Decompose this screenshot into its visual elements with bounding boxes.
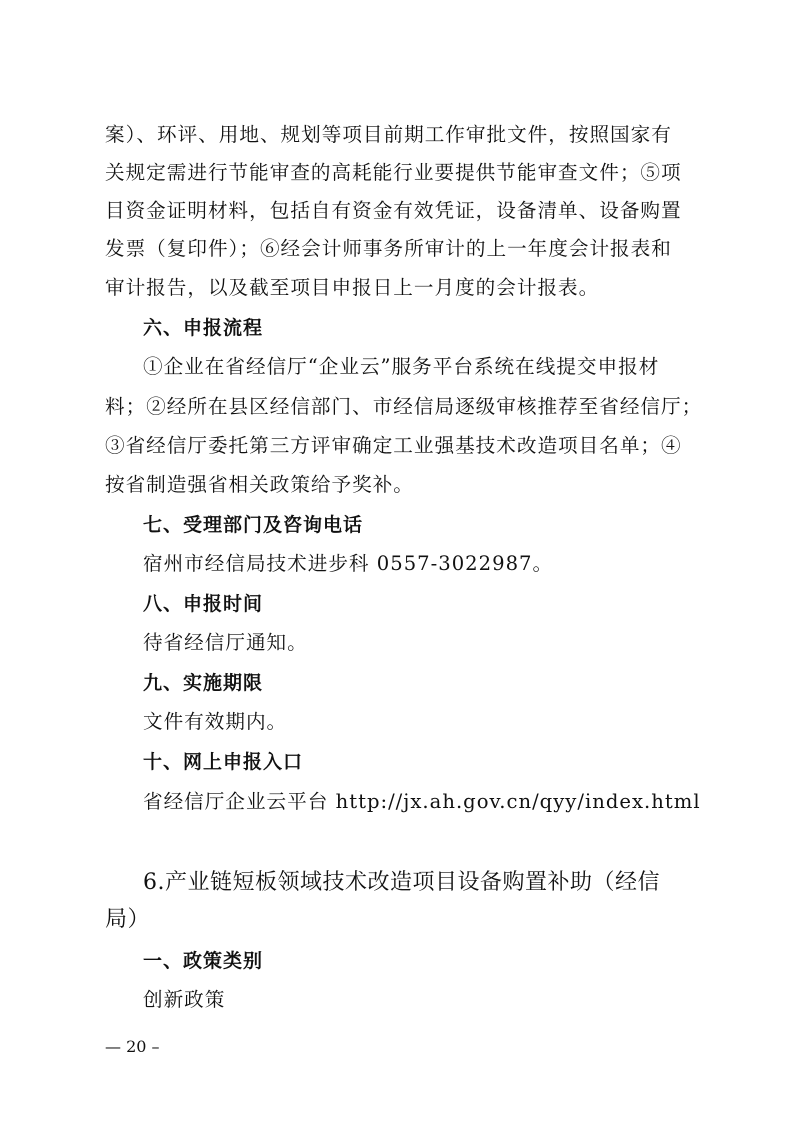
section-heading-1: 一、政策类别 [143,950,264,972]
paragraph-line: 待省经信厅通知。 [143,631,308,654]
url-line: 省经信厅企业云平台 http://jx.ah.gov.cn/qyy/index.html [143,790,701,813]
section-heading-7: 七、受理部门及咨询电话 [143,514,364,536]
section-heading-6: 六、申报流程 [143,317,264,339]
page-number: — 20 – [105,1037,160,1056]
item-title-continued: 局） [105,907,151,932]
section-heading-9: 九、实施期限 [143,672,264,694]
paragraph-line: 按省制造强省相关政策给予奖补。 [105,473,414,496]
paragraph-line: 创新政策 [143,988,226,1011]
paragraph-line: ③省经信厅委托第三方评审确定工业强基技术改造项目名单；④ [105,434,682,457]
paragraph-line: 审计报告，以及截至项目申报日上一月度的会计报表。 [105,276,600,299]
item-title: 6.产业链短板领域技术改造项目设备购置补助（经信 [143,870,660,895]
section-heading-8: 八、申报时间 [143,593,264,615]
paragraph-line: 案）、环评、用地、规划等项目前期工作审批文件，按照国家有 [105,123,672,146]
paragraph-line: 文件有效期内。 [143,710,288,733]
paragraph-line: 发票（复印件）；⑥经会计师事务所审计的上一年度会计报表和 [105,237,672,260]
contact-line: 宿州市经信局技术进步科 0557-3022987。 [143,552,554,575]
paragraph-line: ①企业在省经信厅“企业云”服务平台系统在线提交申报材 [143,355,660,378]
paragraph-line: 料；②经所在县区经信部门、市经信局逐级审核推荐至省经信厅； [105,395,703,418]
paragraph-line: 关规定需进行节能审查的高耗能行业要提供节能审查文件；⑤项 [105,161,682,184]
section-heading-10: 十、网上申报入口 [143,751,304,773]
paragraph-line: 目资金证明材料，包括自有资金有效凭证，设备清单、设备购置 [105,199,682,222]
